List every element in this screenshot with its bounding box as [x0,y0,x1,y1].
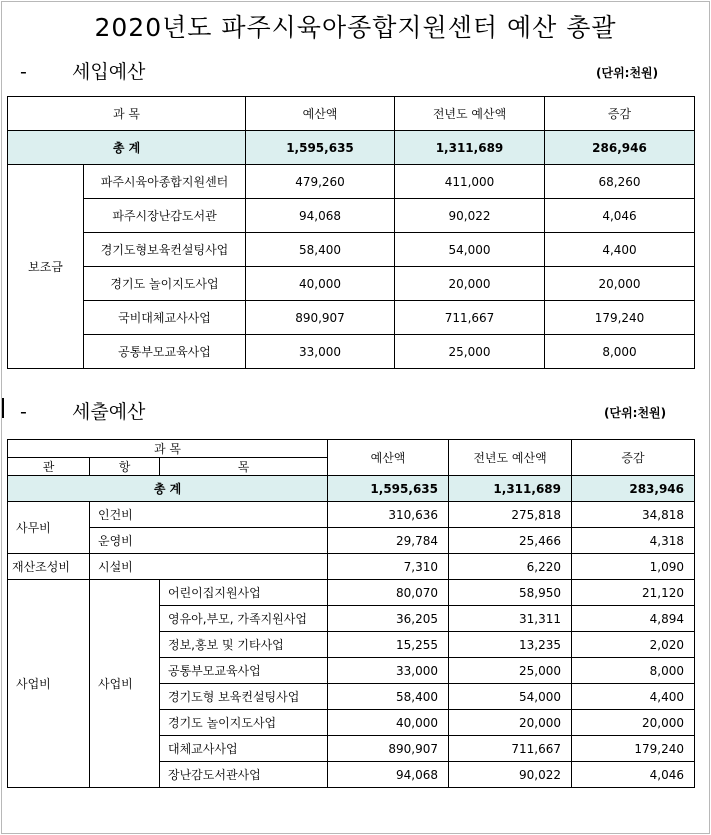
row-budget: 58,400 [328,684,449,710]
row-name: 경기도형 보육컨설팅사업 [160,684,328,710]
row-name: 경기도 놀이지도사업 [160,710,328,736]
expense-header-prev: 전년도 예산액 [449,440,572,476]
row-prev: 275,818 [449,502,572,528]
expense-group-office: 사무비 [8,502,90,554]
row-prev: 25,466 [449,528,572,554]
row-name: 운영비 [90,528,328,554]
table-row [8,502,695,528]
row-change: 2,020 [572,632,695,658]
revenue-group-label: 보조금 [8,165,84,369]
row-budget: 15,255 [328,632,449,658]
expense-total-row [8,476,695,502]
revenue-total-label: 총 계 [8,131,246,165]
row-change: 4,894 [572,606,695,632]
row-name: 국비대체교사사업 [84,301,246,335]
row-name: 공통부모교육사업 [160,658,328,684]
expense-header-mok: 목 [160,458,328,476]
row-prev: 90,022 [395,199,545,233]
row-prev: 411,000 [395,165,545,199]
expense-group-project-hang: 사업비 [90,580,160,788]
row-budget: 80,070 [328,580,449,606]
table-row [8,165,695,199]
row-prev: 13,235 [449,632,572,658]
revenue-header-budget: 예산액 [246,97,395,131]
revenue-header-change: 증감 [545,97,695,131]
table-row [8,528,695,554]
row-name: 시설비 [90,554,328,580]
expense-header-change: 증감 [572,440,695,476]
row-change: 20,000 [572,710,695,736]
expense-header-budget: 예산액 [328,440,449,476]
expense-header-row [8,440,695,458]
row-budget: 29,784 [328,528,449,554]
row-budget: 7,310 [328,554,449,580]
row-budget: 33,000 [328,658,449,684]
table-row [8,199,695,233]
table-row [8,554,695,580]
row-prev: 54,000 [395,233,545,267]
table-row [8,267,695,301]
row-change: 20,000 [545,267,695,301]
revenue-total-change: 286,946 [545,131,695,165]
row-prev: 20,000 [449,710,572,736]
row-name: 대체교사사업 [160,736,328,762]
table-row [8,233,695,267]
row-name: 장난감도서관사업 [160,762,328,788]
row-change: 1,090 [572,554,695,580]
row-budget: 40,000 [246,267,395,301]
revenue-total-row [8,131,695,165]
row-change: 179,240 [572,736,695,762]
section-marker-bar [2,398,4,418]
row-budget: 479,260 [246,165,395,199]
row-change: 4,400 [545,233,695,267]
row-budget: 94,068 [246,199,395,233]
row-name: 공통부모교육사업 [84,335,246,369]
row-prev: 54,000 [449,684,572,710]
row-prev: 711,667 [449,736,572,762]
row-budget: 94,068 [328,762,449,788]
row-change: 4,318 [572,528,695,554]
row-change: 68,260 [545,165,695,199]
row-budget: 890,907 [328,736,449,762]
expense-header-gwan: 관 [8,458,90,476]
expense-total-budget: 1,595,635 [328,476,449,502]
row-name: 영유아,부모, 가족지원사업 [160,606,328,632]
row-change: 4,400 [572,684,695,710]
row-change: 179,240 [545,301,695,335]
row-prev: 58,950 [449,580,572,606]
row-budget: 36,205 [328,606,449,632]
table-row [8,580,695,606]
row-budget: 33,000 [246,335,395,369]
row-prev: 20,000 [395,267,545,301]
revenue-unit: (단위:천원) [596,66,659,80]
expense-group-asset: 재산조성비 [8,554,90,580]
expense-total-change: 283,946 [572,476,695,502]
row-name: 정보,홍보 및 기타사업 [160,632,328,658]
expense-unit: (단위:천원) [604,406,667,420]
row-name: 경기도형보육컨설팅사업 [84,233,246,267]
row-change: 4,046 [572,762,695,788]
row-budget: 310,636 [328,502,449,528]
row-prev: 31,311 [449,606,572,632]
revenue-heading-text: 세입예산 [72,61,146,83]
row-name: 어린이집지원사업 [160,580,328,606]
row-budget: 890,907 [246,301,395,335]
table-row [8,335,695,369]
expense-total-prev: 1,311,689 [449,476,572,502]
row-prev: 25,000 [395,335,545,369]
row-name: 파주시장난감도서관 [84,199,246,233]
revenue-total-prev: 1,311,689 [395,131,545,165]
row-prev: 90,022 [449,762,572,788]
table-row [8,301,695,335]
expense-header-hang: 항 [90,458,160,476]
row-name: 인건비 [90,502,328,528]
row-budget: 58,400 [246,233,395,267]
expense-group-project: 사업비 [8,580,90,788]
expense-header-subject: 과 목 [8,440,328,458]
revenue-header-subject: 과 목 [8,97,246,131]
expense-dash: - [20,401,27,423]
row-change: 4,046 [545,199,695,233]
row-name: 경기도 놀이지도사업 [84,267,246,301]
expense-table [7,439,695,788]
row-budget: 40,000 [328,710,449,736]
expense-heading [20,397,145,424]
row-change: 8,000 [572,658,695,684]
row-change: 21,120 [572,580,695,606]
expense-total-label: 총 계 [8,476,328,502]
page-title: 2020년도 파주시육아종합지원센터 예산 총괄 [94,13,617,42]
row-prev: 6,220 [449,554,572,580]
revenue-total-budget: 1,595,635 [246,131,395,165]
row-prev: 25,000 [449,658,572,684]
revenue-table [7,96,695,369]
revenue-dash: - [20,61,27,83]
row-prev: 711,667 [395,301,545,335]
revenue-heading [20,57,145,84]
row-change: 8,000 [545,335,695,369]
expense-heading-text: 세출예산 [72,401,146,423]
revenue-header-row [8,97,695,131]
row-name: 파주시육아종합지원센터 [84,165,246,199]
revenue-header-prev: 전년도 예산액 [395,97,545,131]
row-change: 34,818 [572,502,695,528]
